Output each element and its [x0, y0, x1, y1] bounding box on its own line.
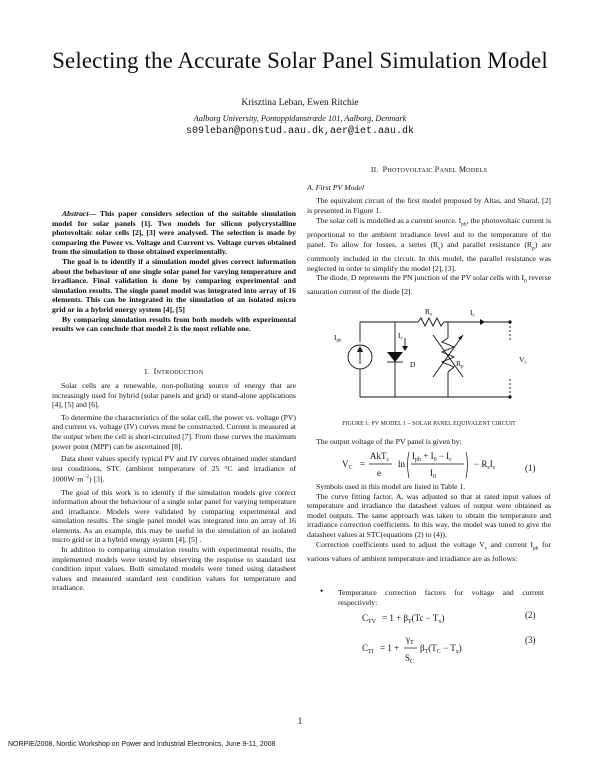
- abstract-paragraph-3: By comparing simulation results from both models with experimental results we can conclude that model 2 is the most reliable one.: [52, 314, 296, 334]
- abstract-paragraph-1: [52, 209, 296, 257]
- abstract-paragraph-2: The goal is to identify if a simulation model gives correct information about the behaviour of one single solar panel for varying temperature and irradiance. Final validation is done by comparing experimental and simulation results. The single panel model was integrated into array of 16 elements. This can be integrated in the simulation of an isolated micro grid or in a hybrid energy system [4], [5]: [52, 256, 296, 314]
- heading-initial: M: [458, 165, 467, 174]
- label-vc: $V_c$: [519, 355, 527, 366]
- intro-paragraph-2: To determine the characteristics of the solar cell, the power vs. voltage (PV) and current vs. voltage (IV) curves must be constructed. Current is measured at the output when the cell is short-circuited [7]. From these curves the maximum power point (MPP) can be ascertained [8].: [52, 412, 296, 451]
- section-heading-introduction: [52, 367, 296, 378]
- label-id: $I_c$: [398, 331, 403, 342]
- paper-emails: s09leban@ponstud.aau.dk,aer@iet.aau.dk: [185, 126, 415, 137]
- node-out-bottom: [508, 395, 511, 398]
- pv-p2-sub: p: [532, 245, 535, 252]
- equation-3-number: (3): [525, 635, 536, 645]
- paper-authors: Krisztina Leban, Ewen Ritchie: [241, 98, 359, 108]
- page-footer: NORPIE/2008, Nordic Workshop on Power and Industrial Electronics, June 9-11, 2008: [8, 741, 276, 748]
- figure-1-caption: FIGURE 1: PV MODEL 1 – SOLAR PANEL EQUIVALENT CIRCUIT: [342, 421, 516, 427]
- eq-paragraph-1: Symbols used in this model are listed in Table 1.: [316, 482, 466, 491]
- label-rp: $R_p$: [456, 359, 464, 370]
- bullet-text: Temperature correction factors for voltage and current respectively:: [338, 588, 544, 607]
- pv-paragraph-1: The equivalent circuit of the first model proposed by Altas, and Sharaf, [2] is presented in Figure 1.: [307, 196, 551, 215]
- section-heading-pv-models: [307, 165, 551, 176]
- eq1-frac-top: AkT$_c$: [370, 451, 390, 463]
- intro-p3-sup: −2: [83, 474, 90, 481]
- abstract: [52, 209, 296, 334]
- rp-arrow-head: [458, 335, 463, 340]
- equation-intro-text: The output voltage of the PV panel is given by:: [316, 437, 462, 446]
- pv-p2-a: The solar cell is modelled as a current source. I: [316, 216, 462, 226]
- pv-p2-b: , the photovoltaic current is proportional to the ambient irradiance level and to the temperature of the panel. To allow for losses, a series (R: [307, 216, 552, 249]
- pv-model-body: [307, 196, 551, 297]
- intro-paragraph-4: The goal of this work is to identify if the simulation models give correct information about the behaviour of a single solar panel for varying temperature and irradiance. Models were validated by comparing experimental and simulation results. The single panel model was integrated into an array of 16 elements. As an example, this may be useful in the simulation of an isolated micro grid or in a hybrid energy system [4], [5] .: [52, 487, 296, 545]
- eq3-frac-top: $\gamma_T$: [406, 634, 414, 646]
- page-number: 1: [297, 716, 303, 726]
- eq3-frac-bot: $S_C$: [405, 653, 415, 665]
- svg-text:=: =: [360, 459, 366, 469]
- heading-initial: P: [382, 165, 388, 174]
- equation-1: [340, 446, 540, 482]
- resistor-rs: [418, 318, 444, 326]
- eq1-arg-top: $I_{ph} + I_0 - I_c$: [412, 451, 452, 463]
- heading-initial: P: [434, 165, 440, 174]
- intro-p3-end: ) [3].: [89, 474, 105, 484]
- circuit-diagram: [330, 302, 540, 412]
- label-diode: D: [410, 360, 416, 369]
- eq-paragraph-3: [307, 540, 551, 564]
- eq1-lhs: $V_C$: [342, 459, 353, 471]
- pv-p3-a: The diode, D represents the PN junction of the PV solar cells with I: [316, 273, 525, 283]
- eq1-paren-left: [408, 452, 410, 478]
- bullet-marker: •: [320, 586, 324, 596]
- paper-title: Selecting the Accurate Solar Panel Simulation Model: [52, 48, 548, 73]
- equation-3: [360, 632, 500, 666]
- eq1-paren-right: [466, 452, 468, 478]
- eq1-ln: ln: [398, 459, 406, 469]
- heading-rest: HOTOVOLTAIC: [387, 167, 433, 174]
- label-ic: $I_c$: [470, 308, 475, 319]
- equation-1-number: (1): [525, 463, 536, 473]
- intro-p3-text: Data sheet values specify typical PV and IV curves obtained under standard test conditions, STC (ambient temperature of 25 °C and irradiance of 1000W·m: [52, 454, 296, 484]
- equation-2-number: (2): [525, 610, 536, 620]
- diode-triangle: [387, 352, 403, 362]
- label-rs: $R_s$: [425, 307, 432, 318]
- eq3-rhs-rest: $\beta_T(T_C - T_x)$: [420, 643, 462, 655]
- abstract-text-1: This paper considers selection of the suitable simulation model for solar panels [1]. Two models for silicon polycrystalline photovoltaic solar cells [2], [3] were analysed. The selection is made by comparing the Power vs. Voltage and Current vs. Voltage curves obtained from the simulation to those obtained experimentally.: [52, 209, 296, 257]
- heading-rest: NTRODUCTION: [156, 369, 204, 376]
- intro-paragraph-5: In addition to comparing simulation results with experimental results, the implemented models were tested by observing the response to standard test condition input values. Both simulated models were tuned using datasheet values and measured standard test condition values for temperature and irradiance.: [52, 545, 296, 593]
- introduction-body: [52, 381, 296, 593]
- pv-p3-b: reverse saturation current of the diode [2].: [307, 273, 551, 297]
- eq2-rhs: = $1 + \beta_T(Tc - T_x)$: [382, 613, 445, 625]
- pv-p3-sub: 0: [524, 278, 527, 285]
- eq3-rhs: = 1 +: [380, 643, 400, 653]
- eq1-arg-bot: $I_0$: [430, 468, 436, 480]
- subsection-heading: A. First PV Model: [307, 183, 365, 192]
- output-arrow-head: [480, 319, 485, 325]
- resistor-rp: [442, 338, 454, 372]
- pv-p2-sub: ph: [461, 221, 467, 228]
- intro-paragraph-1: Solar cells are a renewable, non-polluting source of energy that are increasingly used for hybrid (solar panels and grid) or stand-alone applications [4], [5] and [6].: [52, 381, 296, 410]
- pv-p2-d: ) are commonly included in the circuit. In this model, the parallel resistance was neglected in order to simplify the model [2], [3].: [307, 239, 551, 273]
- pv-p2-sub: s: [438, 245, 441, 252]
- pv-paragraph-3: [307, 273, 551, 297]
- intro-paragraph-3: [52, 454, 296, 484]
- eq-paragraph-2: The curve fitting factor, A, was adjusted so that at rated input values of temperature and irradiance the datasheet values of output were obtained as model outputs. The same approach was taken to obtain the temperature and irradiance correction coefficients. In this way, the model was tuned to give the datasheet values at STC(equations (2) to (4)).: [307, 491, 551, 539]
- source-arrow-head: [357, 346, 363, 352]
- eq-p3-c: for various values of ambient temperature and irradiance are as follows:: [307, 539, 551, 563]
- eq1-tail: − $R_sI_c$: [474, 459, 496, 471]
- eq3-lhs: $C_{TI}$: [362, 643, 374, 655]
- eq1-frac-bot: e: [377, 468, 381, 478]
- heading-initial: I: [153, 367, 157, 376]
- eq-p3-sub: ph: [533, 545, 539, 552]
- paper-affiliation: Aalborg University, Pontoppidanstræde 101, Aalborg, Denmark: [193, 114, 407, 123]
- eq2-lhs: $C_{TV}$: [362, 613, 377, 625]
- pv-paragraph-2: [307, 216, 551, 273]
- section-numeral: I.: [144, 367, 150, 376]
- heading-rest: ANEL: [439, 167, 457, 174]
- abstract-label: Abstract—: [62, 209, 97, 218]
- heading-rest: ODELS: [466, 167, 488, 174]
- equation-discussion: [307, 482, 551, 563]
- eq-p3-sub: c: [484, 545, 488, 552]
- bullet-item: [338, 588, 544, 607]
- equation-2: [360, 606, 490, 628]
- node-out-top: [508, 320, 511, 323]
- section-numeral: II.: [370, 165, 379, 174]
- label-iph: $I_{ph}$: [334, 333, 342, 344]
- eq-p3-b: and current I: [487, 539, 534, 549]
- eq-p3-a: Correction coefficients used to adjust the voltage V: [316, 539, 485, 549]
- pv-p2-c: ) and parallel resistance (R: [440, 239, 533, 249]
- diode-arrow-head: [402, 346, 408, 351]
